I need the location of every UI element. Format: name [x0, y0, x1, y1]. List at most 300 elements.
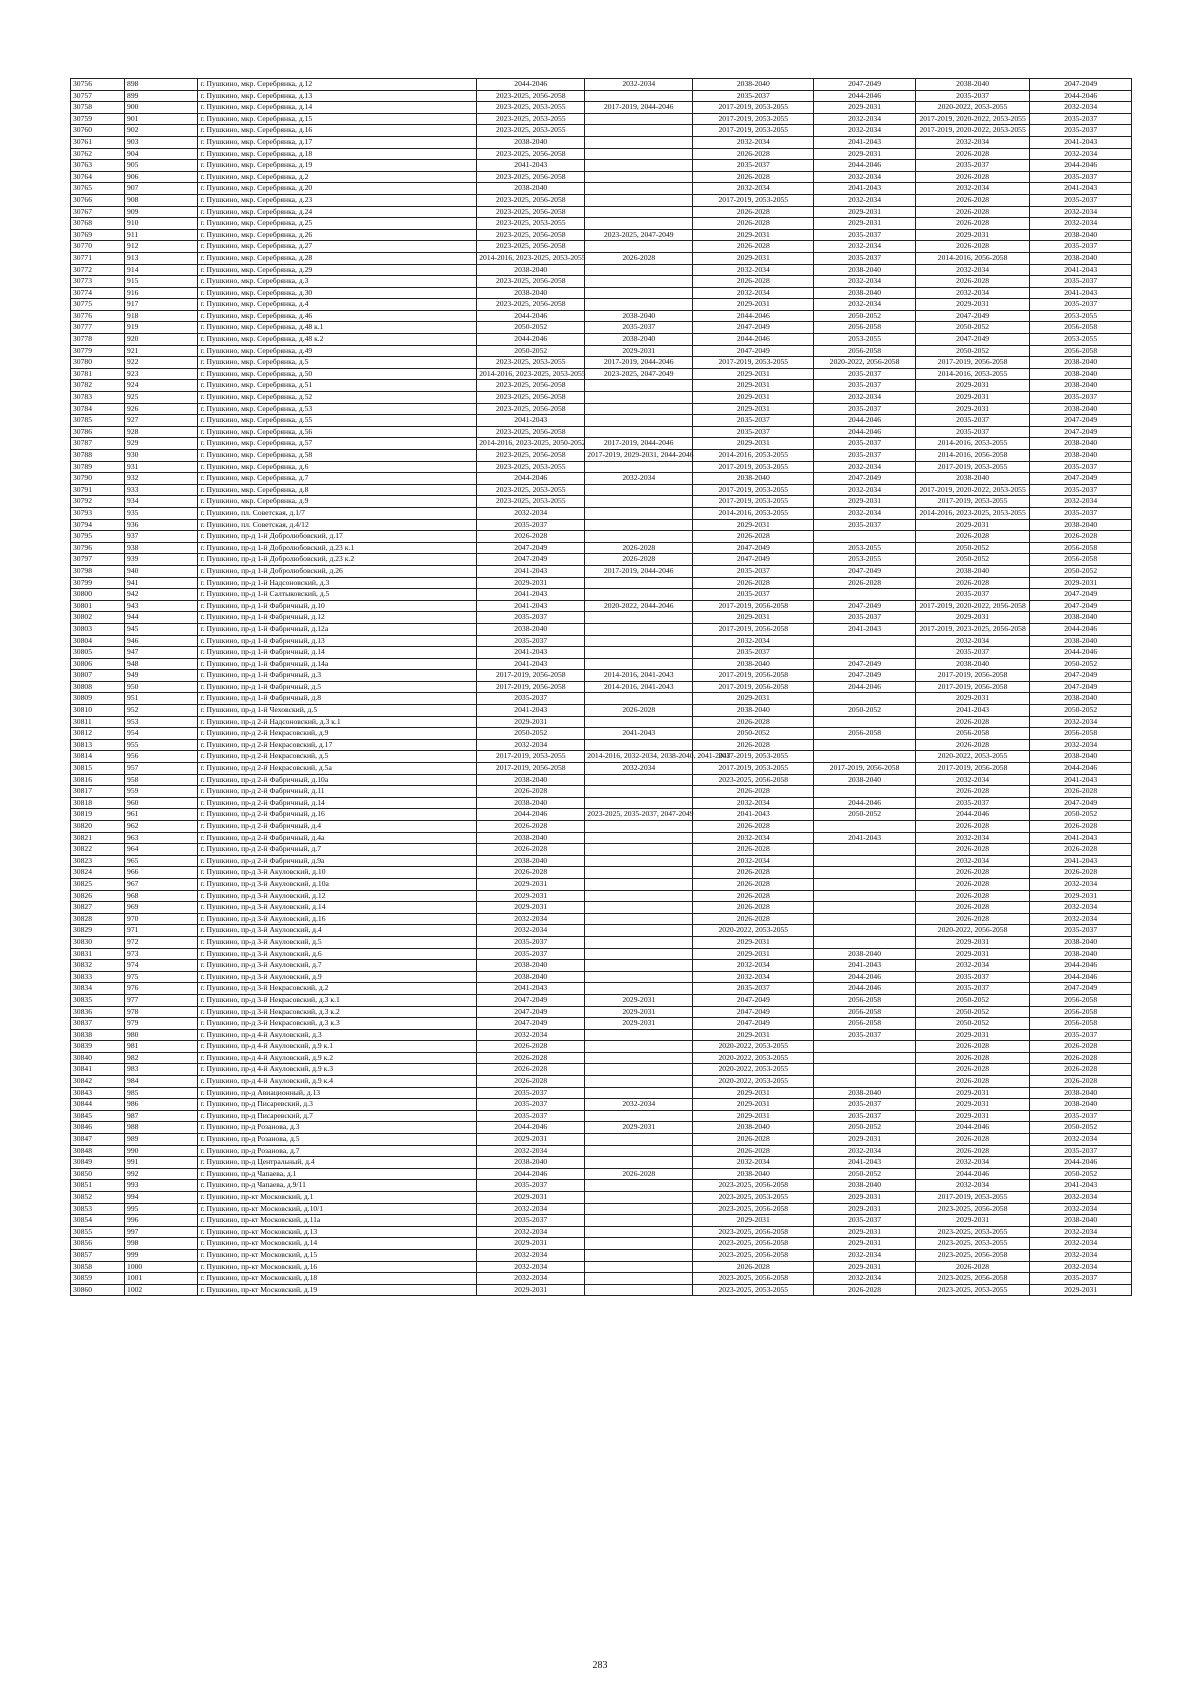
table-cell: 2038-2040 — [1030, 1087, 1132, 1099]
table-cell: 2038-2040 — [693, 658, 814, 670]
table-cell: 2035-2037 — [1030, 125, 1132, 137]
table-cell: 2038-2040 — [585, 334, 693, 346]
table-cell: 2035-2037 — [1030, 113, 1132, 125]
table-cell: 2038-2040 — [915, 658, 1030, 670]
table-cell: 2023-2025, 2053-2055 — [477, 484, 585, 496]
table-cell — [814, 878, 916, 890]
table-cell: 2029-2031 — [693, 1087, 814, 1099]
table-cell — [585, 647, 693, 659]
table-cell: 2044-2046 — [814, 971, 916, 983]
table-cell: 2035-2037 — [814, 403, 916, 415]
table-cell: г. Пушкино, пр-д 1-й Фабричный, д.12а — [198, 623, 477, 635]
table-cell: 999 — [125, 1249, 198, 1261]
table-row — [71, 415, 1132, 427]
table-cell: 2014-2016, 2023-2025, 2053-2055 — [477, 252, 585, 264]
table-cell: 979 — [125, 1018, 198, 1030]
table-cell: 2029-2031 — [477, 890, 585, 902]
table-cell: 2032-2034 — [915, 136, 1030, 148]
table-cell: 30816 — [71, 774, 125, 786]
table-row — [71, 1238, 1132, 1250]
table-cell: 2029-2031 — [693, 299, 814, 311]
table-row — [71, 1249, 1132, 1261]
table-cell: 2056-2058 — [814, 1018, 916, 1030]
table-cell — [585, 983, 693, 995]
table-row — [71, 531, 1132, 543]
table-cell — [814, 855, 916, 867]
table-cell: 913 — [125, 252, 198, 264]
table-cell: 984 — [125, 1076, 198, 1088]
table-cell: 30782 — [71, 380, 125, 392]
table-row — [71, 90, 1132, 102]
table-cell: 2017-2019, 2056-2058 — [693, 600, 814, 612]
table-cell: 2041-2043 — [477, 647, 585, 659]
table-cell — [585, 925, 693, 937]
table-cell: 2038-2040 — [585, 310, 693, 322]
table-cell: 2029-2031 — [477, 1192, 585, 1204]
table-cell: 2020-2022, 2053-2055 — [915, 102, 1030, 114]
table-cell: 30780 — [71, 357, 125, 369]
table-cell: 2032-2034 — [693, 855, 814, 867]
table-cell: 963 — [125, 832, 198, 844]
table-cell: 2047-2049 — [814, 473, 916, 485]
table-cell: 2017-2019, 2053-2055 — [693, 496, 814, 508]
table-cell: г. Пушкино, мкр. Серебрянка, д.7 — [198, 473, 477, 485]
table-cell: 2035-2037 — [814, 450, 916, 462]
table-cell: 2017-2019, 2044-2046 — [585, 357, 693, 369]
table-cell: 2026-2028 — [915, 531, 1030, 543]
table-cell: 2044-2046 — [915, 1168, 1030, 1180]
table-row — [71, 647, 1132, 659]
table-cell: 2053-2055 — [1030, 334, 1132, 346]
table-cell: 2038-2040 — [1030, 438, 1132, 450]
table-cell: 968 — [125, 890, 198, 902]
table-cell — [814, 1076, 916, 1088]
table-cell — [814, 531, 916, 543]
table-cell: 2035-2037 — [693, 565, 814, 577]
table-cell: 30820 — [71, 821, 125, 833]
table-cell: 2026-2028 — [693, 716, 814, 728]
table-cell: г. Пушкино, мкр. Серебрянка, д.14 — [198, 102, 477, 114]
table-cell: 30756 — [71, 79, 125, 91]
table-cell: г. Пушкино, мкр. Серебрянка, д.15 — [198, 113, 477, 125]
table-cell: 2035-2037 — [477, 612, 585, 624]
table-cell: г. Пушкино, пл. Советская, д.4/12 — [198, 519, 477, 531]
table-row — [71, 1273, 1132, 1285]
table-cell: 2029-2031 — [477, 1134, 585, 1146]
table-cell: 2032-2034 — [693, 287, 814, 299]
table-cell — [585, 415, 693, 427]
table-cell: 2020-2022, 2056-2058 — [814, 357, 916, 369]
table-cell: 2029-2031 — [814, 1261, 916, 1273]
table-row — [71, 1284, 1132, 1296]
table-cell: 2014-2016, 2023-2025, 2050-2052 — [477, 438, 585, 450]
table-row — [71, 763, 1132, 775]
table-cell: 2041-2043 — [1030, 832, 1132, 844]
table-cell: 2032-2034 — [814, 125, 916, 137]
table-cell: 2044-2046 — [1030, 960, 1132, 972]
table-cell: 2038-2040 — [1030, 948, 1132, 960]
table-cell: 2041-2043 — [1030, 287, 1132, 299]
table-cell: г. Пушкино, пр-д 1-й Добролюбовский, д.23 к.1 — [198, 542, 477, 554]
table-cell: 2035-2037 — [693, 415, 814, 427]
table-row — [71, 403, 1132, 415]
table-cell: 2035-2037 — [477, 1099, 585, 1111]
table-cell: 2032-2034 — [585, 473, 693, 485]
table-cell: 987 — [125, 1110, 198, 1122]
table-cell: 2035-2037 — [585, 322, 693, 334]
table-cell: 2029-2031 — [693, 229, 814, 241]
table-cell: 2047-2049 — [1030, 681, 1132, 693]
table-cell: 2023-2025, 2056-2058 — [477, 148, 585, 160]
table-cell: г. Пушкино, пр-д Авиационный, д.13 — [198, 1087, 477, 1099]
table-row — [71, 809, 1132, 821]
table-cell: 2029-2031 — [585, 1018, 693, 1030]
table-cell: 2038-2040 — [1030, 357, 1132, 369]
table-cell: 998 — [125, 1238, 198, 1250]
table-row — [71, 183, 1132, 195]
table-row — [71, 658, 1132, 670]
table-cell: г. Пушкино, мкр. Серебрянка, д.18 — [198, 148, 477, 160]
table-cell: 2026-2028 — [693, 878, 814, 890]
table-cell: г. Пушкино, мкр. Серебрянка, д.46 — [198, 310, 477, 322]
table-row — [71, 751, 1132, 763]
table-cell: 2020-2022, 2053-2055 — [693, 925, 814, 937]
table-cell: 2032-2034 — [477, 1203, 585, 1215]
table-cell — [585, 844, 693, 856]
table-cell: 2047-2049 — [477, 554, 585, 566]
table-cell: 30802 — [71, 612, 125, 624]
table-cell: 30846 — [71, 1122, 125, 1134]
table-cell: 2026-2028 — [915, 206, 1030, 218]
table-cell: г. Пушкино, пр-кт Московский, д.10/1 — [198, 1203, 477, 1215]
table-cell: 2029-2031 — [814, 1238, 916, 1250]
table-cell: 2023-2025, 2056-2058 — [477, 403, 585, 415]
table-cell: 2038-2040 — [1030, 1215, 1132, 1227]
table-cell: 925 — [125, 392, 198, 404]
table-cell: 2047-2049 — [915, 334, 1030, 346]
table-cell: 30818 — [71, 797, 125, 809]
table-row — [71, 542, 1132, 554]
table-cell: 2020-2022, 2053-2055 — [915, 751, 1030, 763]
table-cell: 940 — [125, 565, 198, 577]
table-cell: г. Пушкино, пл. Советская, д.1/7 — [198, 507, 477, 519]
table-cell: 2035-2037 — [915, 426, 1030, 438]
table-cell: 2029-2031 — [915, 1087, 1030, 1099]
table-cell — [814, 913, 916, 925]
page-number: 283 — [592, 1660, 608, 1671]
table-cell: г. Пушкино, пр-д 3-й Некрасовский, д.3 к.1 — [198, 994, 477, 1006]
table-cell: 2029-2031 — [814, 1203, 916, 1215]
table-cell: 2032-2034 — [814, 194, 916, 206]
table-cell: 2035-2037 — [1030, 299, 1132, 311]
table-cell: 2035-2037 — [1030, 1273, 1132, 1285]
table-cell: 30810 — [71, 705, 125, 717]
table-cell: 2041-2043 — [477, 565, 585, 577]
table-cell: 30829 — [71, 925, 125, 937]
table-cell: 2032-2034 — [693, 183, 814, 195]
table-cell: 2032-2034 — [814, 392, 916, 404]
table-cell: 2026-2028 — [814, 1284, 916, 1296]
table-cell: 2044-2046 — [814, 160, 916, 172]
table-cell: 2029-2031 — [1030, 1284, 1132, 1296]
table-cell — [585, 948, 693, 960]
table-row — [71, 380, 1132, 392]
table-cell: 30803 — [71, 623, 125, 635]
table-cell — [585, 797, 693, 809]
table-cell: 2026-2028 — [693, 171, 814, 183]
table-cell: 2032-2034 — [477, 1029, 585, 1041]
table-cell: г. Пушкино, мкр. Серебрянка, д.27 — [198, 241, 477, 253]
table-cell: 2029-2031 — [693, 1215, 814, 1227]
table-cell — [814, 902, 916, 914]
table-cell — [585, 971, 693, 983]
table-row — [71, 171, 1132, 183]
table-cell: 30771 — [71, 252, 125, 264]
table-cell: 2056-2058 — [1030, 728, 1132, 740]
table-cell: 924 — [125, 380, 198, 392]
table-cell: г. Пушкино, пр-д Розанова, д.3 — [198, 1122, 477, 1134]
table-cell: 2038-2040 — [1030, 936, 1132, 948]
table-cell: 2032-2034 — [1030, 206, 1132, 218]
table-cell: 2026-2028 — [693, 739, 814, 751]
table-cell: 2029-2031 — [477, 577, 585, 589]
table-cell: 2032-2034 — [693, 264, 814, 276]
table-cell: 2017-2019, 2053-2055 — [693, 763, 814, 775]
table-cell: 2023-2025, 2047-2049 — [585, 229, 693, 241]
table-cell: 923 — [125, 368, 198, 380]
table-cell: 2038-2040 — [693, 705, 814, 717]
table-cell: 2032-2034 — [915, 832, 1030, 844]
table-cell — [585, 171, 693, 183]
table-cell: 2038-2040 — [1030, 612, 1132, 624]
table-cell — [814, 1052, 916, 1064]
table-cell: 2038-2040 — [814, 774, 916, 786]
table-cell — [585, 264, 693, 276]
table-cell: 2017-2019, 2053-2055 — [915, 461, 1030, 473]
table-cell: 30774 — [71, 287, 125, 299]
table-cell: г. Пушкино, пр-д 3-й Акуловский, д.4 — [198, 925, 477, 937]
table-cell: 975 — [125, 971, 198, 983]
table-cell: 30783 — [71, 392, 125, 404]
table-row — [71, 960, 1132, 972]
table-cell: г. Пушкино, пр-д 3-й Акуловский, д.14 — [198, 902, 477, 914]
table-cell: 2026-2028 — [585, 554, 693, 566]
table-cell: 2032-2034 — [1030, 102, 1132, 114]
table-cell: 2017-2019, 2056-2058 — [693, 670, 814, 682]
table-cell: 2032-2034 — [477, 739, 585, 751]
table-cell: 2029-2031 — [585, 1006, 693, 1018]
table-cell: 2026-2028 — [693, 902, 814, 914]
table-cell: 927 — [125, 415, 198, 427]
table-cell: 981 — [125, 1041, 198, 1053]
table-cell — [585, 299, 693, 311]
table-cell: 2029-2031 — [814, 102, 916, 114]
table-cell: 899 — [125, 90, 198, 102]
table-cell: 2026-2028 — [915, 218, 1030, 230]
table-cell: 2032-2034 — [1030, 1249, 1132, 1261]
table-cell: 2047-2049 — [915, 310, 1030, 322]
table-cell — [585, 160, 693, 172]
table-cell: 30856 — [71, 1238, 125, 1250]
table-cell — [585, 519, 693, 531]
table-cell: 2032-2034 — [814, 461, 916, 473]
table-cell: 2026-2028 — [915, 786, 1030, 798]
table-cell: 2026-2028 — [693, 821, 814, 833]
table-cell: г. Пушкино, пр-д 1-й Фабричный, д.13 — [198, 635, 477, 647]
table-cell: 2014-2016, 2023-2025, 2053-2055 — [915, 507, 1030, 519]
table-cell: 2023-2025, 2056-2058 — [915, 1249, 1030, 1261]
table-cell: 2032-2034 — [477, 1145, 585, 1157]
table-cell: 2029-2031 — [814, 218, 916, 230]
table-cell: 2044-2046 — [477, 473, 585, 485]
table-cell: 2044-2046 — [814, 797, 916, 809]
table-cell: 2041-2043 — [915, 705, 1030, 717]
table-cell: 2047-2049 — [1030, 415, 1132, 427]
table-row — [71, 1110, 1132, 1122]
table-cell: 2014-2016, 2053-2055 — [915, 368, 1030, 380]
table-row — [71, 241, 1132, 253]
table-cell: 2047-2049 — [693, 994, 814, 1006]
table-cell: 2020-2022, 2053-2055 — [693, 1076, 814, 1088]
table-cell: 30833 — [71, 971, 125, 983]
table-cell: 2035-2037 — [1030, 1110, 1132, 1122]
table-cell — [585, 1064, 693, 1076]
table-cell: 2023-2025, 2056-2058 — [693, 1249, 814, 1261]
table-cell: г. Пушкино, пр-д Розанова, д.7 — [198, 1145, 477, 1157]
table-cell: 2047-2049 — [1030, 797, 1132, 809]
table-cell — [585, 878, 693, 890]
table-cell — [585, 1145, 693, 1157]
table-cell: 2029-2031 — [693, 380, 814, 392]
table-cell: 2026-2028 — [915, 1041, 1030, 1053]
table-cell: г. Пушкино, мкр. Серебрянка, д.25 — [198, 218, 477, 230]
table-cell: 2032-2034 — [693, 832, 814, 844]
table-cell: 2044-2046 — [477, 334, 585, 346]
table-cell: 2035-2037 — [814, 1099, 916, 1111]
table-row — [71, 1087, 1132, 1099]
table-cell: 2041-2043 — [814, 136, 916, 148]
table-cell: 2029-2031 — [693, 1029, 814, 1041]
table-cell — [585, 1203, 693, 1215]
table-cell: 2029-2031 — [585, 345, 693, 357]
table-cell — [585, 612, 693, 624]
table-cell: 2017-2019, 2023-2025, 2056-2058 — [915, 623, 1030, 635]
table-cell: 2035-2037 — [693, 160, 814, 172]
table-cell: 915 — [125, 276, 198, 288]
table-cell — [585, 913, 693, 925]
table-row — [71, 1018, 1132, 1030]
table-cell: 2038-2040 — [477, 832, 585, 844]
table-cell: 2026-2028 — [915, 913, 1030, 925]
table-cell: 2023-2025, 2053-2055 — [915, 1226, 1030, 1238]
table-cell — [814, 751, 916, 763]
table-cell: 2032-2034 — [585, 1099, 693, 1111]
table-cell: 2044-2046 — [814, 415, 916, 427]
table-cell: 2029-2031 — [915, 693, 1030, 705]
table-cell: 2035-2037 — [1030, 392, 1132, 404]
table-cell — [585, 136, 693, 148]
table-cell: 30793 — [71, 507, 125, 519]
table-cell: 2032-2034 — [915, 1157, 1030, 1169]
table-row — [71, 1215, 1132, 1227]
table-cell: г. Пушкино, мкр. Серебрянка, д.3 — [198, 276, 477, 288]
table-cell: 2029-2031 — [814, 1192, 916, 1204]
table-cell: 2026-2028 — [915, 194, 1030, 206]
table-cell: 2017-2019, 2053-2055 — [693, 751, 814, 763]
table-cell: 2032-2034 — [693, 797, 814, 809]
table-cell: г. Пушкино, мкр. Серебрянка, д.53 — [198, 403, 477, 415]
table-cell: г. Пушкино, пр-д 2-й Фабричный, д.14 — [198, 797, 477, 809]
table-cell: 906 — [125, 171, 198, 183]
table-cell: 991 — [125, 1157, 198, 1169]
table-cell: 2038-2040 — [1030, 229, 1132, 241]
table-cell: 967 — [125, 878, 198, 890]
table-cell: 2017-2019, 2056-2058 — [693, 623, 814, 635]
table-cell: г. Пушкино, мкр. Серебрянка, д.30 — [198, 287, 477, 299]
table-cell — [814, 716, 916, 728]
table-cell: 2032-2034 — [585, 79, 693, 91]
table-cell: 2023-2025, 2056-2058 — [477, 426, 585, 438]
table-cell: 2047-2049 — [693, 1018, 814, 1030]
table-cell: 2029-2031 — [477, 1238, 585, 1250]
table-cell: 902 — [125, 125, 198, 137]
table-cell: 2032-2034 — [814, 1273, 916, 1285]
table-cell — [585, 821, 693, 833]
table-cell: 2032-2034 — [1030, 1226, 1132, 1238]
table-cell: 2032-2034 — [477, 913, 585, 925]
table-cell: 2023-2025, 2053-2055 — [477, 125, 585, 137]
table-cell: 2035-2037 — [477, 1087, 585, 1099]
table-cell: 2035-2037 — [915, 647, 1030, 659]
table-cell: 1002 — [125, 1284, 198, 1296]
table-cell: 2032-2034 — [814, 171, 916, 183]
table-cell: 2044-2046 — [477, 1122, 585, 1134]
table-cell: г. Пушкино, пр-д 1-й Добролюбовский, д.17 — [198, 531, 477, 543]
table-cell: 986 — [125, 1099, 198, 1111]
table-cell: г. Пушкино, мкр. Серебрянка, д.58 — [198, 450, 477, 462]
table-cell: 2026-2028 — [693, 1261, 814, 1273]
table-cell: г. Пушкино, мкр. Серебрянка, д.48 к.1 — [198, 322, 477, 334]
table-cell: 2023-2025, 2053-2055 — [693, 1192, 814, 1204]
table-cell: 30806 — [71, 658, 125, 670]
table-cell: г. Пушкино, мкр. Серебрянка, д.8 — [198, 484, 477, 496]
table-cell: 30835 — [71, 994, 125, 1006]
table-cell — [814, 786, 916, 798]
table-cell — [585, 276, 693, 288]
table-cell: 30851 — [71, 1180, 125, 1192]
table-cell: 2017-2019, 2056-2058 — [915, 763, 1030, 775]
table-cell: 2032-2034 — [814, 113, 916, 125]
table-cell: 2032-2034 — [1030, 1134, 1132, 1146]
table-cell: 2035-2037 — [814, 368, 916, 380]
table-cell: 2032-2034 — [915, 264, 1030, 276]
table-row — [71, 983, 1132, 995]
table-row — [71, 786, 1132, 798]
table-row — [71, 739, 1132, 751]
table-cell: г. Пушкино, пр-кт Московский, д.19 — [198, 1284, 477, 1296]
table-cell: г. Пушкино, пр-д 2-й Фабричный, д.16 — [198, 809, 477, 821]
table-body — [71, 79, 1132, 1296]
table-row — [71, 206, 1132, 218]
table-cell: 30819 — [71, 809, 125, 821]
table-cell: 30761 — [71, 136, 125, 148]
table-cell: 2023-2025, 2056-2058 — [693, 1203, 814, 1215]
table-cell — [585, 832, 693, 844]
table-row — [71, 438, 1132, 450]
table-cell: 945 — [125, 623, 198, 635]
table-cell: 973 — [125, 948, 198, 960]
table-row — [71, 821, 1132, 833]
